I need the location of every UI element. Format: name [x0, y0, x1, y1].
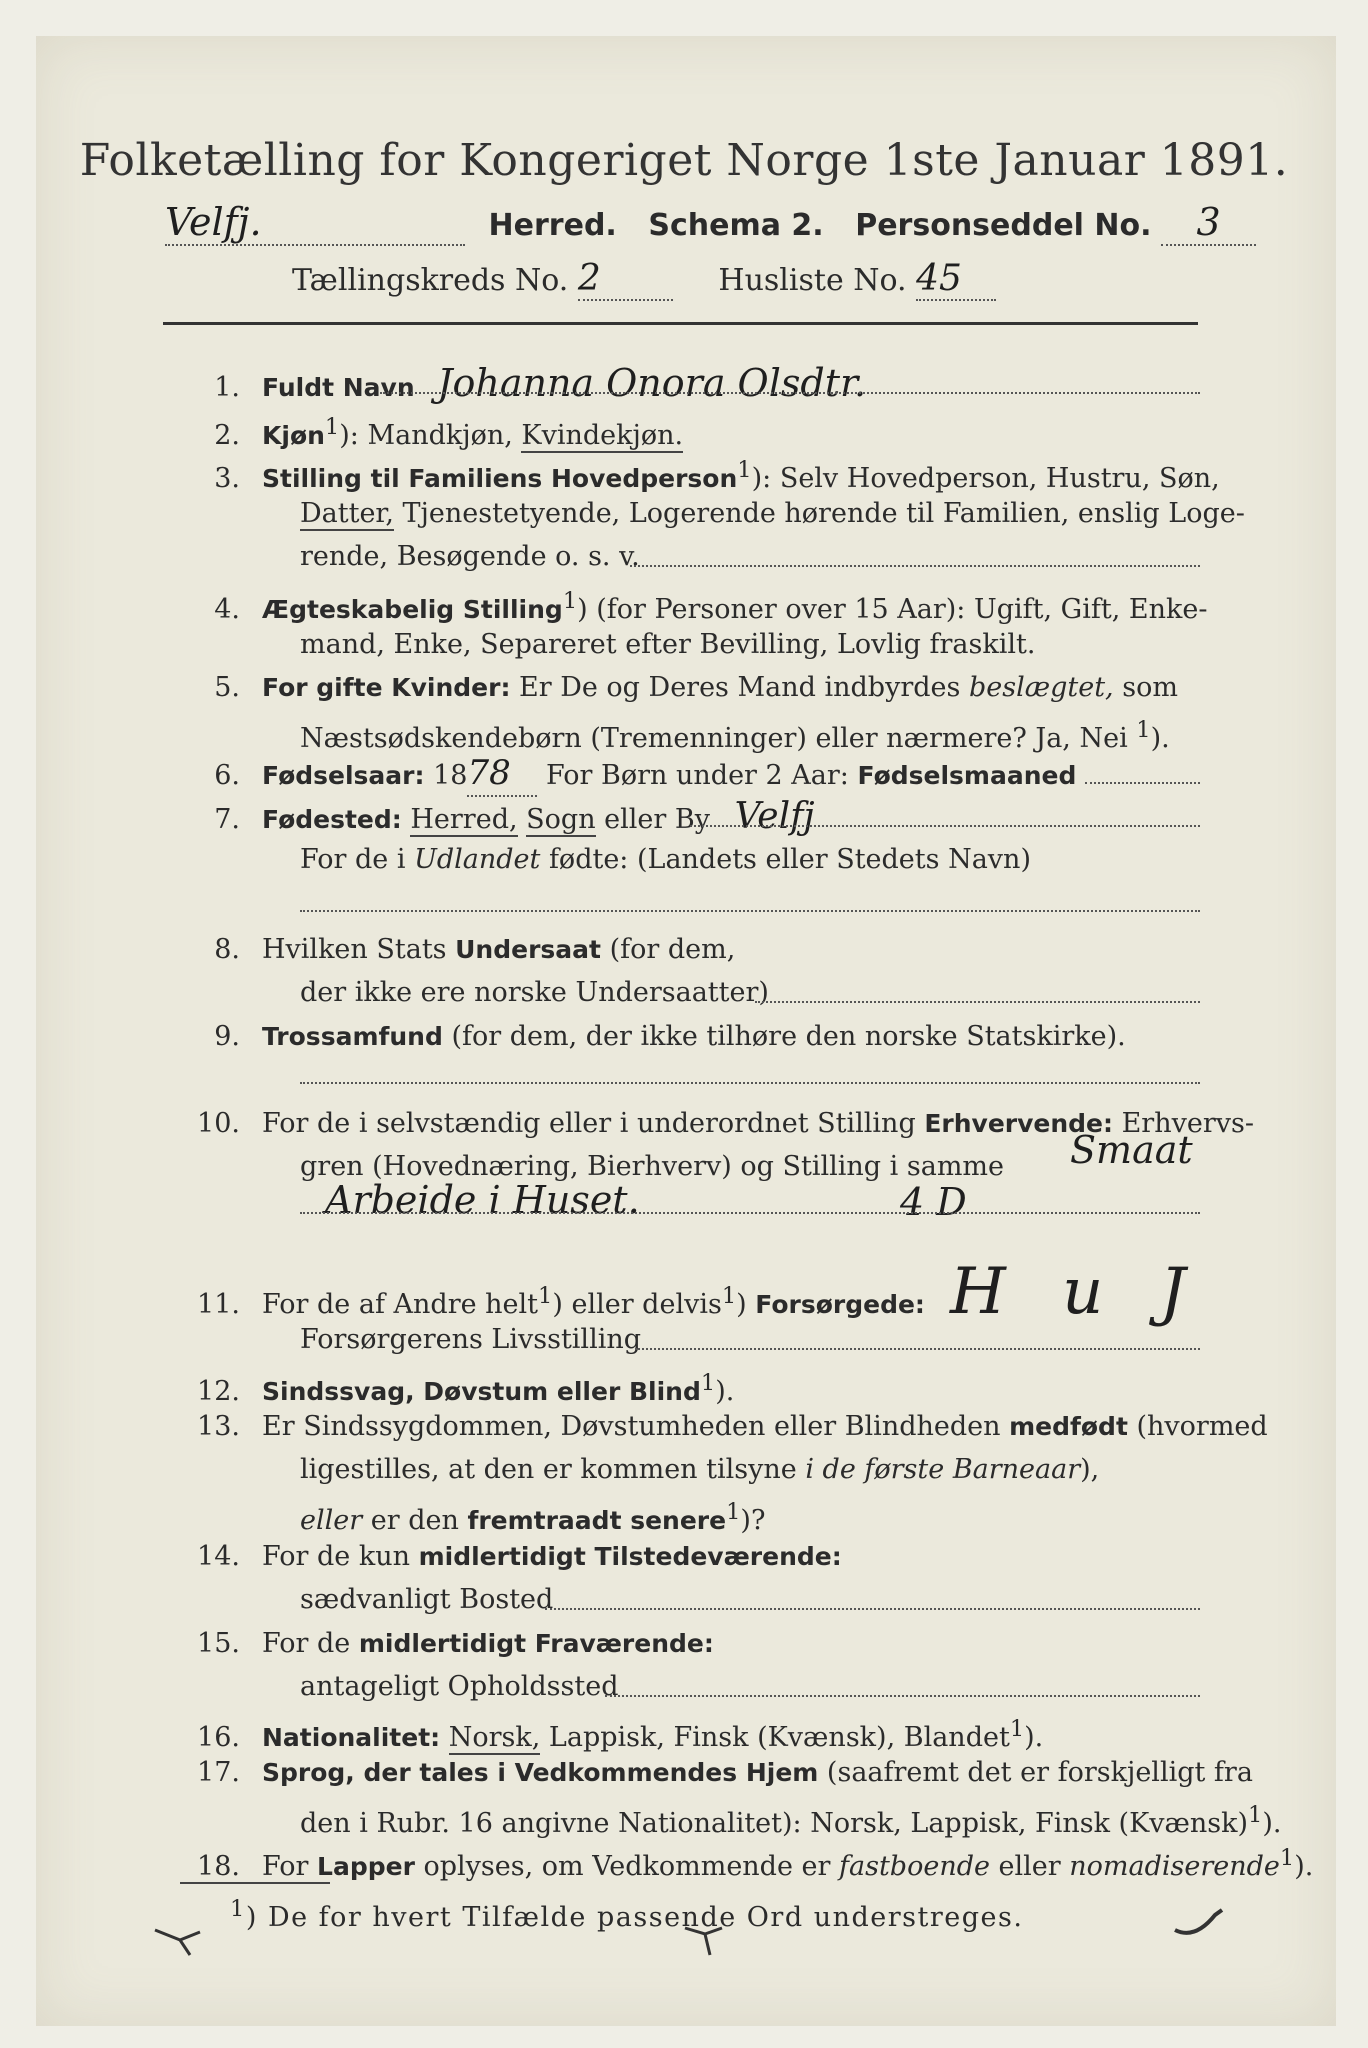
footnote-ref: 1 — [726, 1499, 741, 1525]
field-13 — [180, 1405, 1268, 1448]
field-6 — [180, 752, 1210, 797]
footnote-ref: 1 — [1279, 1845, 1295, 1871]
field-label: Erhvervende: — [924, 1109, 1114, 1138]
field-text: ). — [1024, 1722, 1044, 1753]
field-label: fremtraadt senere — [467, 1506, 727, 1535]
field-17 — [180, 1751, 1253, 1794]
kreds-label: Tællingskreds No. — [292, 263, 569, 298]
field-text: rende, Besøgende o. s. v. — [300, 541, 640, 572]
personseddel-label: Personseddel No. — [855, 208, 1152, 243]
dotted-fill — [380, 392, 1200, 394]
field-text-italic: nomadiserende — [1069, 1851, 1280, 1882]
field-label: Fuldt Navn — [262, 373, 415, 402]
field-label: Undersaat — [455, 935, 601, 964]
field-label: Fødselsmaaned — [857, 761, 1077, 790]
herred-label: Herred. — [488, 208, 617, 243]
field-text: eller By — [595, 804, 719, 835]
field-3-line-3 — [300, 535, 640, 578]
kreds-row — [292, 258, 996, 301]
field-7-line-2 — [300, 838, 1031, 881]
field-text: gren (Hovednæring, Bierhverv) og Stilling i samme — [300, 1151, 1005, 1182]
field-text-italic: i de første Barneaar — [805, 1454, 1081, 1485]
field-label: Sprog, der tales i Vedkommendes Hjem — [262, 1758, 819, 1787]
underlined-option: Datter, — [300, 498, 394, 529]
field-number: 14. — [197, 1541, 240, 1572]
footnote-ref: 1 — [230, 1896, 246, 1922]
field-number: 16. — [197, 1722, 240, 1753]
occupation-value-1: Smaat — [1070, 1128, 1193, 1172]
field-text: For — [262, 1851, 318, 1882]
herred-value: Velfj. — [165, 200, 465, 246]
field-number: 2. — [214, 420, 240, 451]
field-text: sædvanligt Bosted — [300, 1584, 554, 1615]
form-title: Folketælling for Kongeriget Norge 1ste Januar 1891. — [79, 135, 1289, 186]
field-text: Er De og Deres Mand indbyrdes — [510, 672, 969, 703]
field-text: den i Rubr. 16 angivne Nationalitet): Norsk, Lappisk, Finsk (Kvænsk) — [300, 1808, 1249, 1839]
dotted-fill — [690, 825, 1200, 827]
field-label: Kjøn — [262, 421, 325, 450]
field-text: fødte: (Landets eller Stedets Navn) — [540, 844, 1031, 875]
field-text: eller — [989, 1851, 1070, 1882]
field-text: For de af Andre helt — [262, 1289, 539, 1320]
occupation-code: 4 D — [900, 1180, 967, 1224]
field-8 — [180, 928, 1210, 971]
field-text: som — [1113, 672, 1178, 703]
dotted-fill — [300, 1212, 1200, 1214]
field-text-italic: eller — [300, 1505, 363, 1536]
field-9 — [180, 1015, 1210, 1058]
field-text: oplyses, om Vedkommende er — [414, 1851, 839, 1882]
field-text: Tjenestetyende, Logerende hørende til Familien, enslig Loge- — [393, 498, 1245, 529]
footnote — [230, 1896, 1023, 1933]
underlined-option: Sogn — [526, 804, 596, 835]
field-label: midlertidigt Fraværende: — [358, 1629, 714, 1658]
birthplace-value: Velfj — [734, 796, 815, 837]
herred-row — [165, 200, 1256, 246]
corner-mark-left — [150, 1920, 210, 1960]
field-18 — [180, 1837, 1314, 1888]
field-text: (hvormed — [1127, 1411, 1268, 1442]
field-text: ). — [715, 1376, 735, 1407]
field-text: ) eller delvis — [552, 1289, 722, 1320]
dotted-fill — [755, 1001, 1200, 1003]
underlined-option: Herred, — [410, 804, 518, 835]
field-number: 7. — [214, 804, 240, 835]
field-10 — [180, 1102, 1254, 1145]
field-11-line-2 — [300, 1318, 641, 1361]
field-number: 18. — [197, 1851, 240, 1882]
field-number: 3. — [214, 463, 240, 494]
field-text: (for dem, der ikke tilhøre den norske Statskirke). — [442, 1021, 1126, 1052]
footnote-ref: 1 — [737, 457, 752, 483]
field-text: Erhvervs- — [1113, 1108, 1254, 1139]
field-text: ligestilles, at den er kommen tilsyne — [300, 1454, 806, 1485]
field-text: ) — [736, 1289, 756, 1320]
field-label: Forsørgede: — [755, 1290, 925, 1319]
field-text-italic: fastboende — [839, 1851, 990, 1882]
field-label: Stilling til Familiens Hovedperson — [262, 464, 738, 493]
field-text: (saafremt det er forskjelligt fra — [818, 1757, 1253, 1788]
field-8-line-2 — [300, 971, 769, 1014]
field-text: mand, Enke, Separeret efter Bevilling, Lovlig fraskilt. — [300, 629, 1036, 660]
birth-year-value: 78 — [467, 752, 537, 797]
field-text: antageligt Opholdssted — [300, 1671, 619, 1702]
field-14-line-2 — [300, 1578, 553, 1621]
field-5 — [180, 666, 1210, 709]
field-text: Hvilken Stats — [262, 934, 456, 965]
field-text: Næstsødskendebørn (Tremenninger) eller nærmere? Ja, Nei — [300, 723, 1137, 754]
field-number: 11. — [197, 1289, 240, 1320]
personseddel-value: 3 — [1161, 200, 1256, 246]
field-3-line-2 — [300, 492, 1245, 535]
provider-value: H u J — [950, 1255, 1204, 1329]
field-number: 8. — [214, 934, 240, 965]
dotted-fill — [300, 910, 1200, 912]
field-label: Fødselsaar: — [262, 761, 425, 790]
underlined-option: Kvindekjøn. — [521, 420, 684, 451]
field-text: For Børn under 2 Aar: — [537, 760, 858, 791]
field-number: 9. — [214, 1021, 240, 1052]
underlined-option: Norsk, — [448, 1722, 541, 1753]
dotted-fill — [635, 1348, 1200, 1350]
husliste-label: Husliste No. — [718, 263, 907, 298]
footnote-ref: 1 — [538, 1283, 553, 1309]
field-text: For de i — [300, 844, 415, 875]
corner-mark-center — [680, 1920, 730, 1960]
footnote-text: ) De for hvert Tilfælde passende Ord understreges. — [245, 1902, 1024, 1933]
field-text: Lappisk, Finsk (Kvænsk), Blandet — [540, 1722, 1010, 1753]
field-number: 5. — [214, 672, 240, 703]
dotted-fill — [1085, 782, 1200, 784]
field-label: midlertidigt Tilstedeværende: — [418, 1542, 842, 1571]
footnote-ref: 1 — [700, 1370, 716, 1396]
field-text: er den — [362, 1505, 468, 1536]
field-text: Er Sindssygdommen, Døvstumheden eller Blindheden — [262, 1411, 1010, 1442]
field-number: 4. — [214, 594, 240, 625]
field-text: )? — [740, 1505, 766, 1536]
field-text: For de — [262, 1628, 359, 1659]
field-text-italic: Udlandet — [414, 844, 541, 875]
footnote-ref: 1 — [1248, 1802, 1263, 1828]
field-label: Sindssvag, Døvstum eller Blind — [262, 1377, 701, 1406]
field-number: 15. — [197, 1628, 240, 1659]
field-number: 1. — [214, 372, 240, 403]
dotted-fill — [300, 1082, 1200, 1084]
field-text: ), — [1080, 1454, 1100, 1485]
field-number: 10. — [197, 1108, 240, 1139]
footnote-ref: 1 — [721, 1283, 737, 1309]
field-number: 13. — [197, 1411, 240, 1442]
header-rule — [163, 322, 1198, 325]
field-label: Trossamfund — [262, 1022, 443, 1051]
field-text: ): Selv Hovedperson, Hustru, Søn, — [751, 463, 1220, 494]
kreds-value: 2 — [578, 258, 673, 301]
field-label: Nationalitet: — [262, 1723, 441, 1752]
field-label: Fødested: — [262, 805, 402, 834]
schema-label: Schema 2. — [648, 208, 824, 243]
field-text: ): Mandkjøn, — [339, 420, 522, 451]
field-text: (for dem, — [600, 934, 736, 965]
field-number: 17. — [197, 1757, 240, 1788]
dotted-fill — [605, 1695, 1200, 1697]
field-text: 18 — [424, 760, 468, 791]
field-text: For de kun — [262, 1541, 419, 1572]
field-7 — [180, 795, 1210, 841]
field-text: der ikke ere norske Undersaatter) — [300, 977, 769, 1008]
field-text: ). — [1294, 1851, 1314, 1882]
husliste-value: 45 — [916, 258, 996, 301]
field-1 — [180, 362, 1210, 409]
occupation-value-2: Arbeide i Huset. — [325, 1178, 640, 1222]
field-4-line-2 — [300, 623, 1035, 666]
field-text: Forsørgerens Livsstilling — [300, 1324, 642, 1355]
corner-mark-right — [1170, 1905, 1230, 1945]
field-label: medfødt — [1009, 1412, 1128, 1441]
field-15-line-2 — [300, 1665, 619, 1708]
field-text: ). — [1262, 1808, 1282, 1839]
footnote-divider — [180, 1882, 330, 1884]
footnote-ref: 1 — [1009, 1716, 1025, 1742]
dotted-fill — [630, 565, 1200, 567]
footnote-ref: 1 — [1136, 717, 1151, 743]
field-15 — [180, 1622, 1210, 1665]
field-text: ). — [1150, 723, 1170, 754]
field-text: For de i selvstændig eller i underordnet Stilling — [262, 1108, 925, 1139]
field-14 — [180, 1535, 1210, 1578]
field-text-italic: beslægtet, — [968, 672, 1114, 703]
dotted-fill — [545, 1608, 1200, 1610]
field-label: For gifte Kvinder: — [262, 673, 511, 702]
footnote-ref: 1 — [324, 414, 340, 440]
field-number: 6. — [214, 760, 240, 791]
field-number: 12. — [197, 1376, 240, 1407]
field-label: Ægteskabelig Stilling — [262, 595, 563, 624]
field-text: ) (for Personer over 15 Aar): Ugift, Gift, Enke- — [577, 594, 1208, 625]
footnote-ref: 1 — [562, 588, 578, 614]
field-label: Lapper — [317, 1852, 415, 1881]
full-name-value: Johanna Onora Olsdtr. — [437, 361, 867, 405]
field-13-line-2 — [300, 1448, 1099, 1491]
